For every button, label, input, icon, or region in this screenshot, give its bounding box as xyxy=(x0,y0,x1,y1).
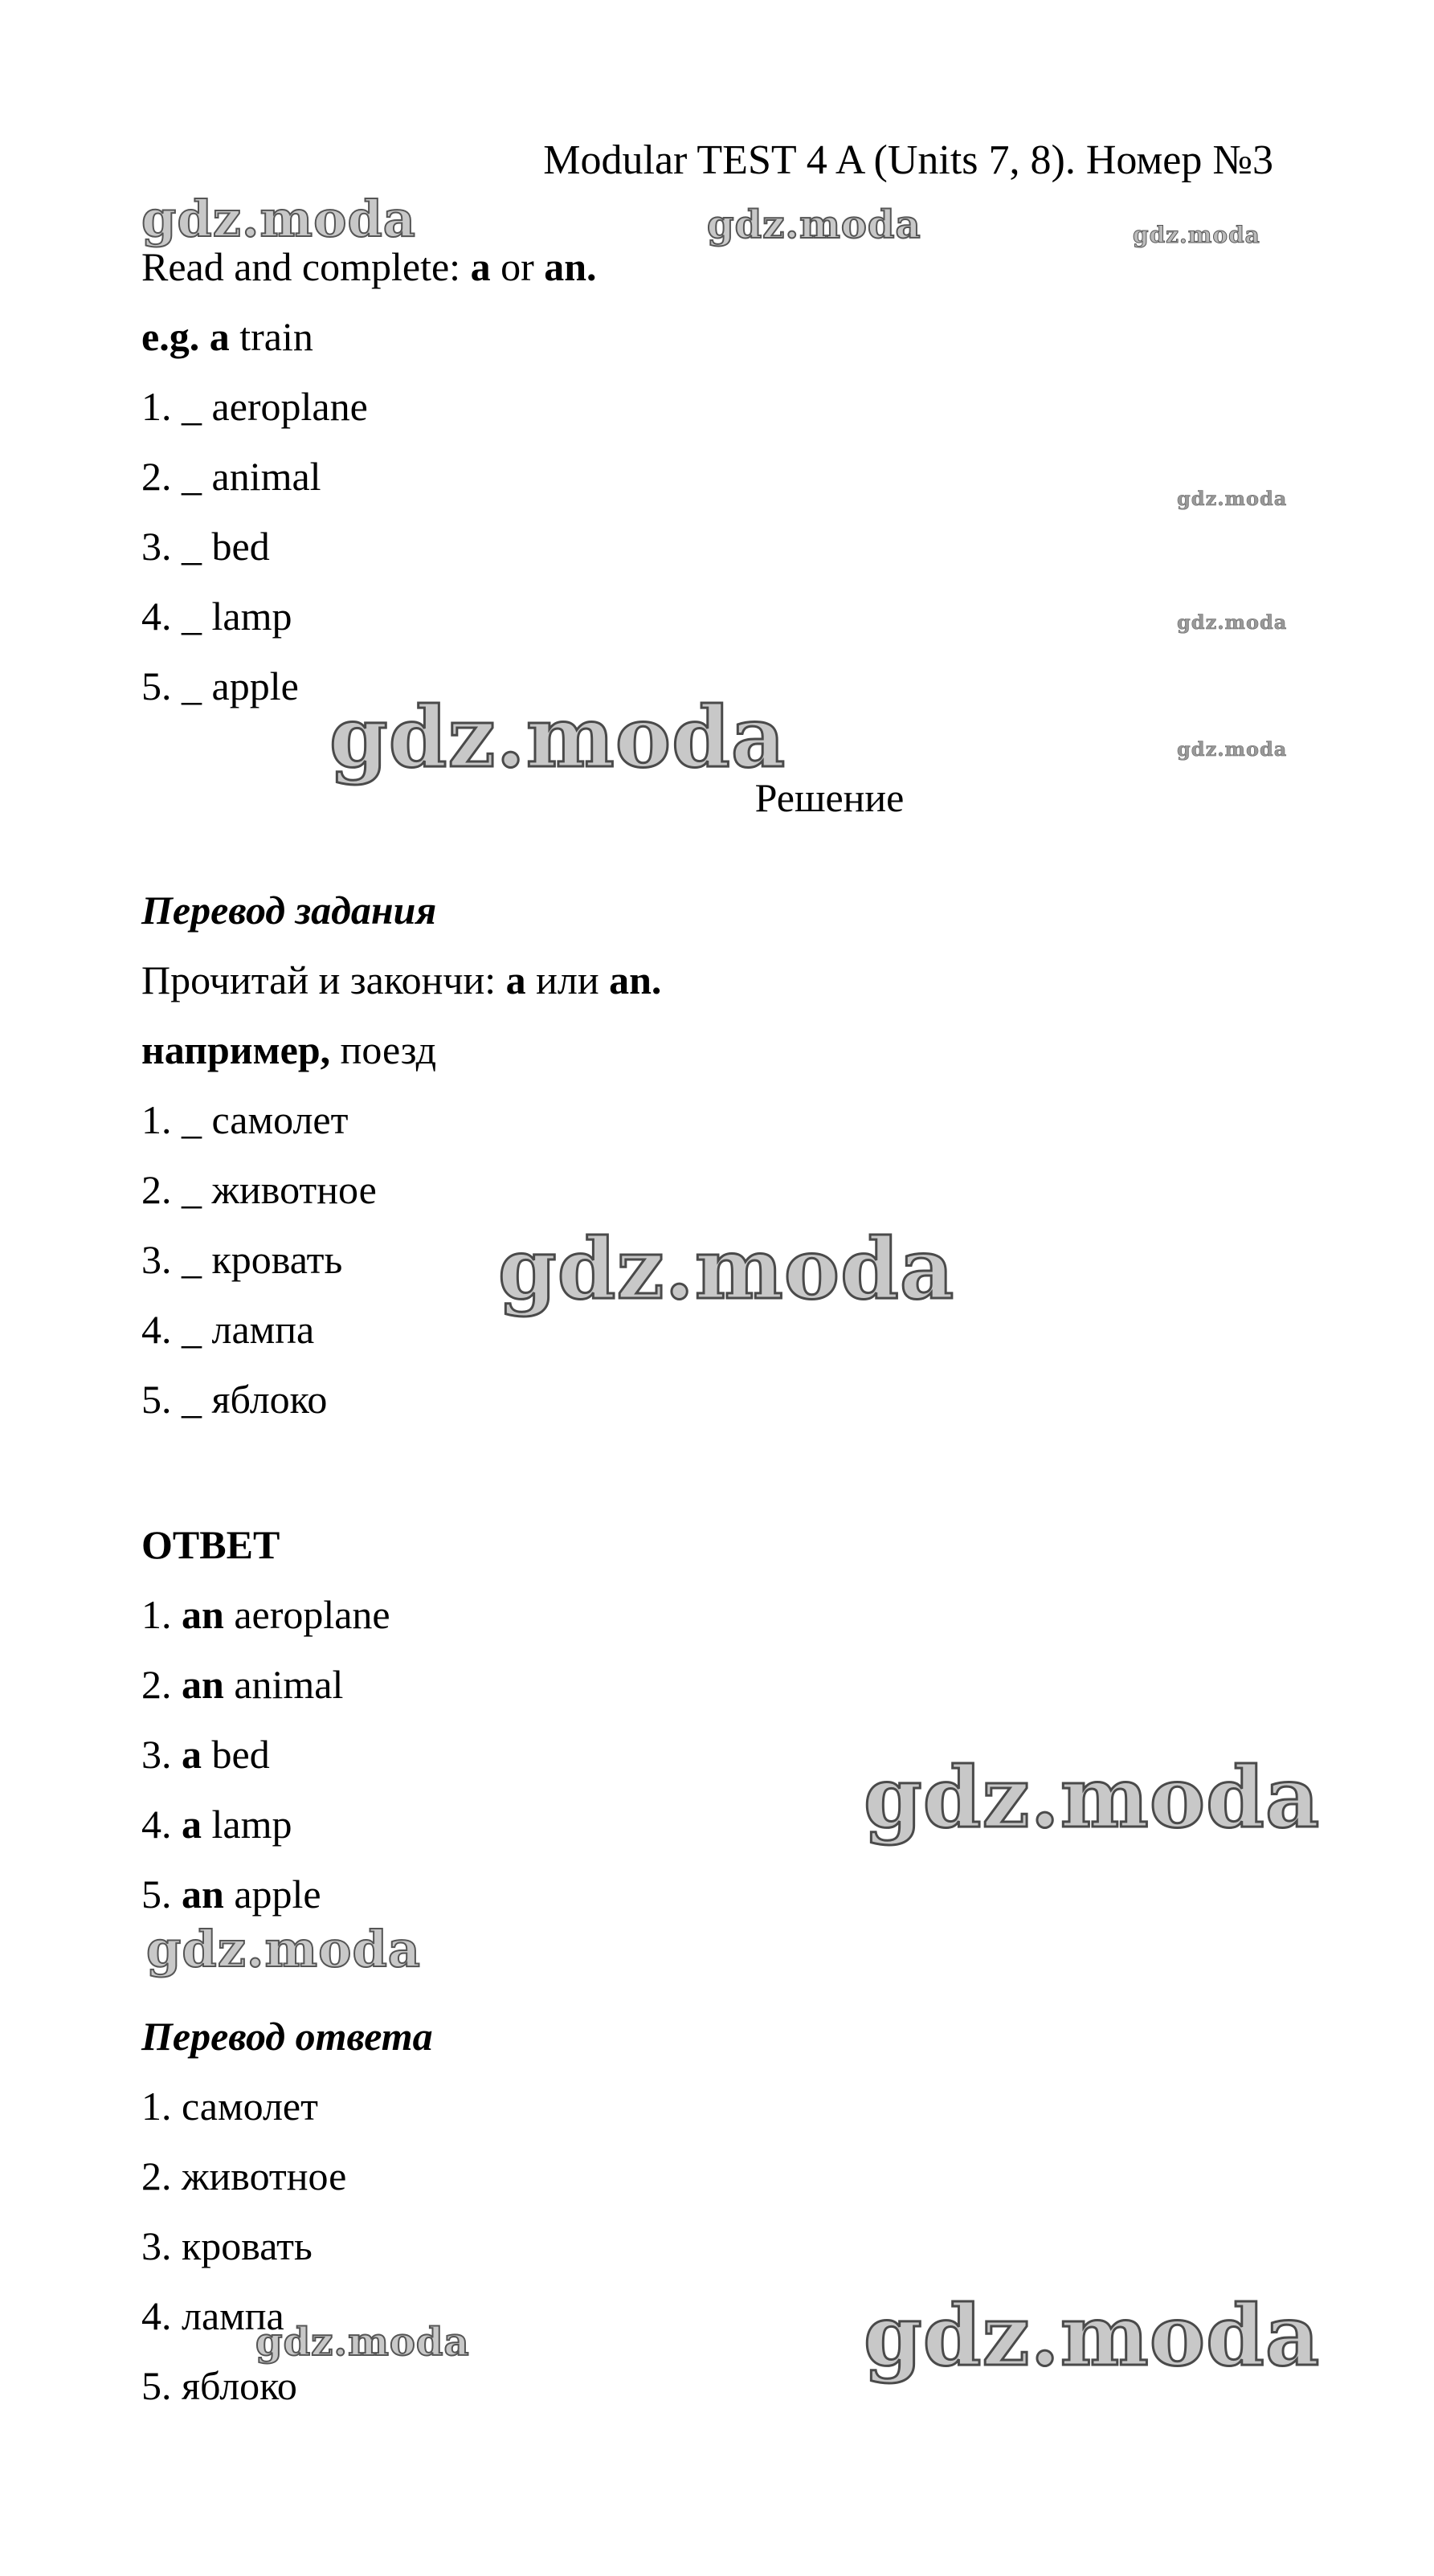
task-instruction: Read and complete: a or an. xyxy=(141,244,597,289)
task-item-1: 1. _ aeroplane xyxy=(141,384,368,429)
task-translation-item-5: 5. _ яблоко xyxy=(141,1377,328,1422)
answer-item-1: 1. an aeroplane xyxy=(141,1592,390,1637)
task-item-4: 4. _ lamp xyxy=(141,594,292,639)
solution-heading: Решение xyxy=(754,775,905,820)
task-item-2: 2. _ animal xyxy=(141,454,321,499)
answer-item-2: 2. an animal xyxy=(141,1662,344,1707)
answer-heading: ОТВЕТ xyxy=(141,1522,280,1567)
answer-translation-item-5: 5. яблоко xyxy=(141,2363,297,2408)
answer-translation-item-1: 1. самолет xyxy=(141,2084,318,2129)
task-translation-item-3: 3. _ кровать xyxy=(141,1237,343,1282)
watermark: gdz.moda xyxy=(1177,487,1288,510)
answer-item-5: 5. an apple xyxy=(141,1872,321,1917)
task-item-5: 5. _ apple xyxy=(141,663,299,708)
answer-item-3: 3. a bed xyxy=(141,1732,270,1777)
task-translation-instruction: Прочитай и закончи: a или an. xyxy=(141,957,662,1002)
task-example: e.g. a train xyxy=(141,314,313,359)
watermark: gdz.moda xyxy=(1177,610,1288,634)
watermark: gdz.moda xyxy=(1177,737,1288,761)
answer-item-4: 4. a lamp xyxy=(141,1802,292,1847)
task-translation-heading: Перевод задания xyxy=(141,888,437,933)
answer-translation-item-3: 3. кровать xyxy=(141,2223,313,2268)
task-translation-item-2: 2. _ животное xyxy=(141,1167,377,1212)
watermark: gdz.moda xyxy=(864,2286,1321,2385)
task-translation-item-4: 4. _ лампа xyxy=(141,1307,315,1352)
watermark: gdz.moda xyxy=(707,202,921,247)
task-translation-item-1: 1. _ самолет xyxy=(141,1097,349,1142)
watermark: gdz.moda xyxy=(864,1748,1321,1847)
page-title: Modular TEST 4 A (Units 7, 8). Номер №3 xyxy=(543,137,1273,183)
answer-translation-item-2: 2. животное xyxy=(141,2153,347,2198)
task-item-3: 3. _ bed xyxy=(141,524,270,569)
watermark: gdz.moda xyxy=(141,190,416,248)
watermark: gdz.moda xyxy=(146,1920,421,1978)
watermark: gdz.moda xyxy=(329,688,786,786)
watermark: gdz.moda xyxy=(255,2320,470,2365)
watermark: gdz.moda xyxy=(1133,222,1260,248)
answer-translation-heading: Перевод ответа xyxy=(141,2014,433,2059)
answer-translation-item-4: 4. лампа xyxy=(141,2293,284,2338)
task-translation-example: например, поезд xyxy=(141,1027,437,1072)
watermark: gdz.moda xyxy=(498,1219,955,1318)
